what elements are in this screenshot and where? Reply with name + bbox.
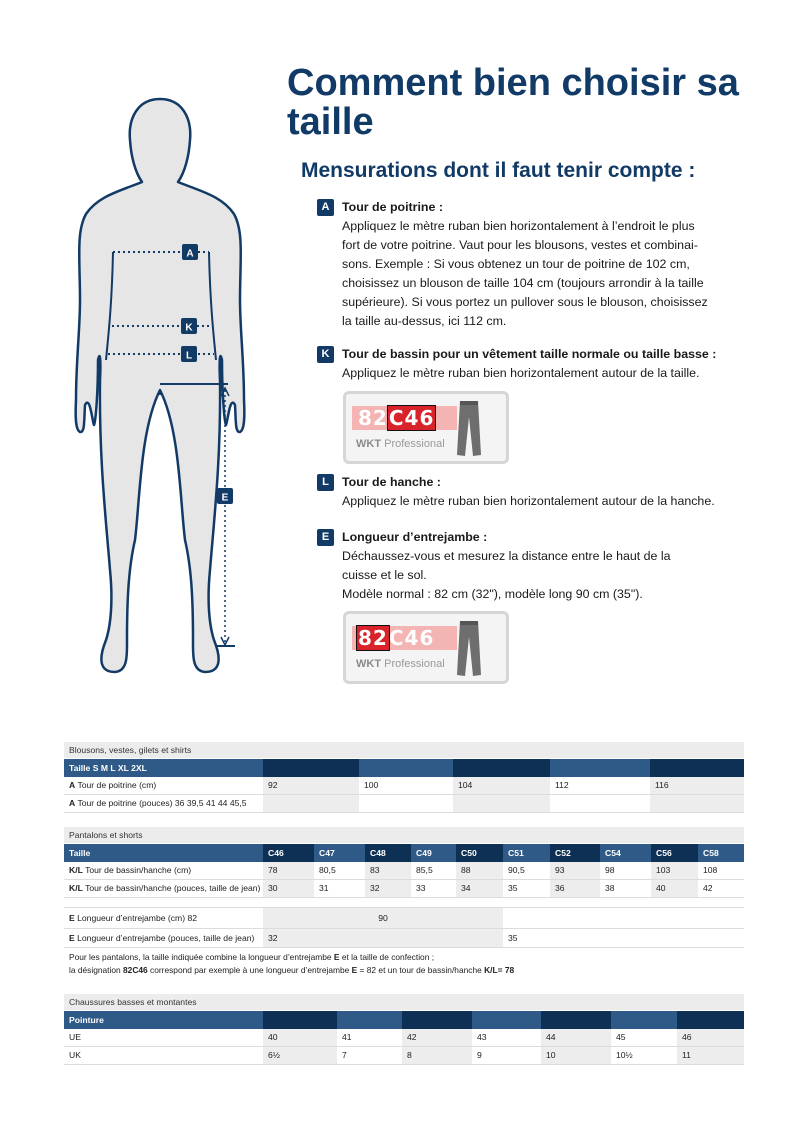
table-cell: 104 (453, 777, 550, 794)
header-cell (337, 1011, 402, 1029)
header-cell: C56 (651, 844, 698, 862)
label-brand (356, 658, 445, 670)
header-cell: C49 (416, 848, 432, 858)
table-cell (359, 795, 453, 812)
table-cell (650, 795, 744, 812)
table-cell: 11 (677, 1047, 744, 1064)
table-cell: 32 (365, 880, 411, 897)
table-row (64, 908, 744, 929)
table-header-row (64, 758, 744, 777)
row-label: K/L Tour de bassin/hanche (pouces, taille de jean) (69, 883, 261, 893)
label-example-e (343, 611, 509, 684)
table-cell: 116 (650, 777, 744, 794)
table-cell: 45 (616, 1032, 626, 1042)
row-label: A Tour de poitrine (cm) (69, 780, 157, 790)
badge-e: E (317, 529, 334, 546)
header-cell (472, 1011, 541, 1029)
section-a-body (342, 217, 737, 331)
table-cell: 10½ (616, 1050, 633, 1060)
table-cell: 44 (541, 1029, 611, 1046)
page-title: Comment bien choisir sa taille (287, 62, 739, 143)
figure-label-a: A (186, 248, 194, 260)
table-cell: 36 (550, 880, 600, 897)
header-cell: C48 (365, 844, 411, 862)
header-cell: C46 (263, 844, 314, 862)
section-a-line: supérieure). Si vous portez un pullover sous le blouson, choisissez (342, 295, 708, 309)
figure-label-k: K (185, 322, 193, 334)
label-brand-rest: Professional (381, 658, 445, 670)
section-e-line: Déchaussez-vous et mesurez la distance entre le haut de la (342, 549, 671, 563)
label-brand-rest: Professional (381, 438, 445, 450)
trousers-icon (454, 619, 484, 679)
table-header-row (64, 1010, 744, 1029)
section-a-line: sons. Exemple : Si vous obtenez un tour de poitrine de 102 cm, (342, 257, 690, 271)
table-cell (550, 795, 650, 812)
table-cell: 8 (402, 1047, 472, 1064)
label-code (352, 626, 457, 650)
row-label: A Tour de poitrine (pouces) 36 39,5 41 44 45,5 (69, 798, 247, 808)
table-row (64, 1047, 744, 1065)
section-e-line: Modèle normal : 82 cm (32"), modèle long 90 cm (35"). (342, 587, 643, 601)
table-cell: 35 (508, 883, 518, 893)
header-cell: Taille S M L XL 2XL (69, 763, 147, 773)
label-code-part2-highlight: C46 (388, 406, 435, 430)
figure-label-e: E (221, 492, 229, 504)
shoes-size-table (64, 994, 744, 1065)
table-cell: 43 (477, 1032, 487, 1042)
note-line: Pour les pantalons, la taille indiquée combine la longueur d’entrejambe E et la taille de confection ; (69, 952, 435, 962)
table-cell: 32 (263, 929, 503, 947)
section-a-heading: Tour de poitrine : (342, 200, 443, 214)
table-cell: 35 (508, 933, 518, 943)
table-cell: 112 (555, 780, 569, 790)
badge-l: L (317, 474, 334, 491)
body-silhouette-figure (60, 95, 260, 685)
header-cell (453, 759, 550, 777)
table-cell: 108 (703, 865, 718, 875)
header-cell: C58 (703, 848, 719, 858)
table-cell: 98 (605, 865, 615, 875)
table-cell: 80,5 (319, 865, 336, 875)
table-cell: 34 (456, 880, 503, 897)
badge-a: A (317, 199, 334, 216)
table-cell: 90 (263, 908, 503, 928)
trousers-note (69, 951, 514, 977)
table-cell: 93 (550, 862, 600, 879)
trousers-size-table (64, 827, 744, 948)
table-cell: 6½ (263, 1047, 337, 1064)
label-code-part1-highlight: 82 (358, 626, 388, 650)
table-cell: 31 (319, 883, 329, 893)
header-cell (650, 759, 744, 777)
section-l-heading: Tour de hanche : (342, 475, 441, 489)
label-brand (356, 438, 445, 450)
table-cell: 41 (342, 1032, 352, 1042)
table-caption: Blousons, vestes, gilets et shirts (64, 742, 744, 758)
section-k-heading: Tour de bassin pour un vêtement taille normale ou taille basse : (342, 347, 717, 361)
table-cell: 38 (605, 883, 615, 893)
header-cell: Pointure (69, 1015, 104, 1025)
row-label: UK (69, 1050, 81, 1060)
section-k-line: Appliquez le mètre ruban bien horizontalement autour de la taille. (342, 366, 700, 380)
page-subtitle: Mensurations dont il faut tenir compte : (301, 159, 696, 182)
table-row (64, 777, 744, 795)
header-cell (611, 1011, 677, 1029)
row-label: E Longueur d’entrejambe (pouces, taille de jean) (69, 933, 255, 943)
table-row (64, 929, 744, 948)
label-example-k (343, 391, 509, 464)
table-cell: 10 (541, 1047, 611, 1064)
table-cell (453, 795, 550, 812)
header-cell: C47 (319, 848, 335, 858)
header-cell (677, 1011, 744, 1029)
table-caption: Pantalons et shorts (64, 827, 744, 843)
table-cell: 9 (477, 1050, 482, 1060)
note-line: la désignation 82C46 correspond par exemple à une longueur d’entrejambe E = 82 et un tour de bassin/hanche K/L= 78 (69, 965, 515, 975)
table-cell: 42 (402, 1029, 472, 1046)
header-cell (263, 1011, 337, 1029)
table-row (64, 1029, 744, 1047)
table-caption: Chaussures basses et montantes (64, 994, 744, 1010)
header-cell: C52 (550, 844, 600, 862)
table-header-row (64, 843, 744, 862)
figure-label-l: L (185, 350, 193, 362)
header-cell (550, 759, 650, 777)
label-code-part1: 82 (358, 406, 388, 430)
jackets-size-table (64, 742, 744, 813)
section-a (317, 198, 737, 331)
section-a-line: choisissez un blouson de taille 104 cm (toujours arrondir à la taille (342, 276, 704, 290)
table-cell: 42 (703, 883, 713, 893)
label-brand-bold: WKT (356, 658, 382, 670)
header-cell: C51 (508, 848, 524, 858)
section-e (317, 528, 737, 604)
table-cell: 40 (263, 1029, 337, 1046)
section-k (317, 345, 737, 383)
section-a-line: fort de votre poitrine. Vaut pour les blousons, vestes et combinai- (342, 238, 698, 252)
table-row (64, 862, 744, 880)
section-l-line: Appliquez le mètre ruban bien horizontalement autour de la hanche. (342, 494, 715, 508)
label-brand-bold: WKT (356, 438, 382, 450)
table-row (64, 795, 744, 813)
table-cell (263, 795, 359, 812)
header-cell: Taille (69, 848, 91, 858)
section-a-line: Appliquez le mètre ruban bien horizontalement à l’endroit le plus (342, 219, 695, 233)
header-cell: C50 (456, 844, 503, 862)
label-code-part2: C46 (388, 626, 435, 650)
table-cell: 103 (651, 862, 698, 879)
table-cell: 92 (263, 777, 359, 794)
section-l-body (342, 492, 737, 511)
table-cell: 85,5 (416, 865, 433, 875)
table-cell: 88 (456, 862, 503, 879)
header-cell (402, 1011, 472, 1029)
table-cell: 46 (677, 1029, 744, 1046)
header-cell (359, 759, 453, 777)
table-cell: 100 (364, 780, 379, 790)
section-e-line: cuisse et le sol. (342, 568, 427, 582)
table-cell: 90,5 (508, 865, 525, 875)
header-cell (541, 1011, 611, 1029)
table-cell: 78 (263, 862, 314, 879)
table-cell: 7 (342, 1050, 347, 1060)
row-label: K/L Tour de bassin/hanche (cm) (69, 865, 192, 875)
row-label: E Longueur d’entrejambe (cm) 82 (69, 913, 198, 923)
table-row (64, 880, 744, 898)
table-cell: 40 (651, 880, 698, 897)
table-cell (503, 908, 744, 928)
header-cell: C54 (605, 848, 621, 858)
table-cell: 30 (263, 880, 314, 897)
section-k-body (342, 364, 737, 383)
section-e-body (342, 547, 737, 604)
header-cell (263, 759, 359, 777)
table-cell: 83 (365, 862, 411, 879)
body-silhouette (76, 99, 245, 672)
section-e-heading: Longueur d’entrejambe : (342, 530, 488, 544)
section-a-line: la taille au-dessus, ici 112 cm. (342, 314, 507, 328)
label-code (352, 406, 457, 430)
table-cell: 33 (416, 883, 426, 893)
row-label: UE (69, 1032, 81, 1042)
section-l (317, 473, 737, 511)
trousers-icon (454, 399, 484, 459)
badge-k: K (317, 346, 334, 363)
